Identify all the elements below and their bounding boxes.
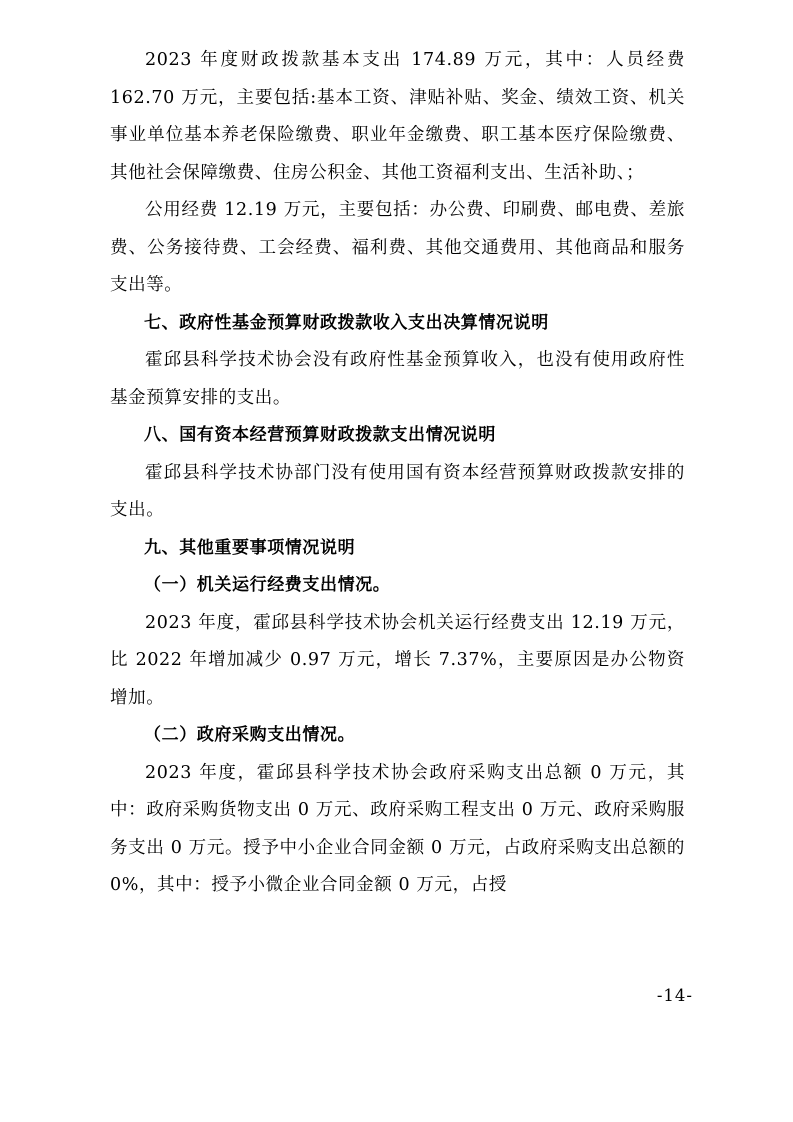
paragraph-basic-expenditure: 2023 年度财政拨款基本支出 174.89 万元，其中：人员经费 162.70 万元，主要包括:基本工资、津贴补贴、奖金、绩效工资、机关事业单位基本养老保险缴费、职业年金缴费、职工基本医疗保险缴费、其他社会保障缴费、住房公积金、其他工资福利支出、生活补助、； bbox=[110, 50, 685, 183]
subsection-heading-one: （一）机关运行经费支出情况。 bbox=[144, 575, 391, 595]
paragraph-operating-expenses: 2023 年度，霍邱县科学技术协会机关运行经费支出 12.19 万元，比 2022 年增加减少 0.97 万元，增长 7.37%，主要原因是办公物资增加。 bbox=[110, 612, 685, 708]
paragraph-state-capital: 霍邱县科学技术协部门没有使用国有资本经营预算财政拨款安排的支出。 bbox=[110, 462, 685, 520]
section-heading-seven: 七、政府性基金预算财政拨款收入支出决算情况说明 bbox=[144, 312, 549, 333]
page-number: -14- bbox=[656, 986, 693, 1005]
subsection-heading-two: （二）政府采购支出情况。 bbox=[144, 725, 356, 745]
section-heading-nine: 九、其他重要事项情况说明 bbox=[144, 537, 356, 558]
paragraph-public-funds: 公用经费 12.19 万元，主要包括：办公费、印刷费、邮电费、差旅费、公务接待费、工会经费、福利费、其他交通费用、其他商品和服务支出等。 bbox=[110, 200, 685, 295]
paragraph-gov-fund-budget: 霍邱县科学技术协会没有政府性基金预算收入，也没有使用政府性基金预算安排的支出。 bbox=[110, 350, 685, 408]
paragraph-gov-procurement: 2023 年度，霍邱县科学技术协会政府采购支出总额 0 万元，其中：政府采购货物支出 0 万元、政府采购工程支出 0 万元、政府采购服务支出 0 万元。授予中小企业合同金额 0 万元，占政府采购支出总额的 0%，其中：授予小微企业合同金额 0 万元，占授 bbox=[110, 762, 685, 895]
section-heading-eight: 八、国有资本经营预算财政拨款支出情况说明 bbox=[144, 425, 496, 445]
